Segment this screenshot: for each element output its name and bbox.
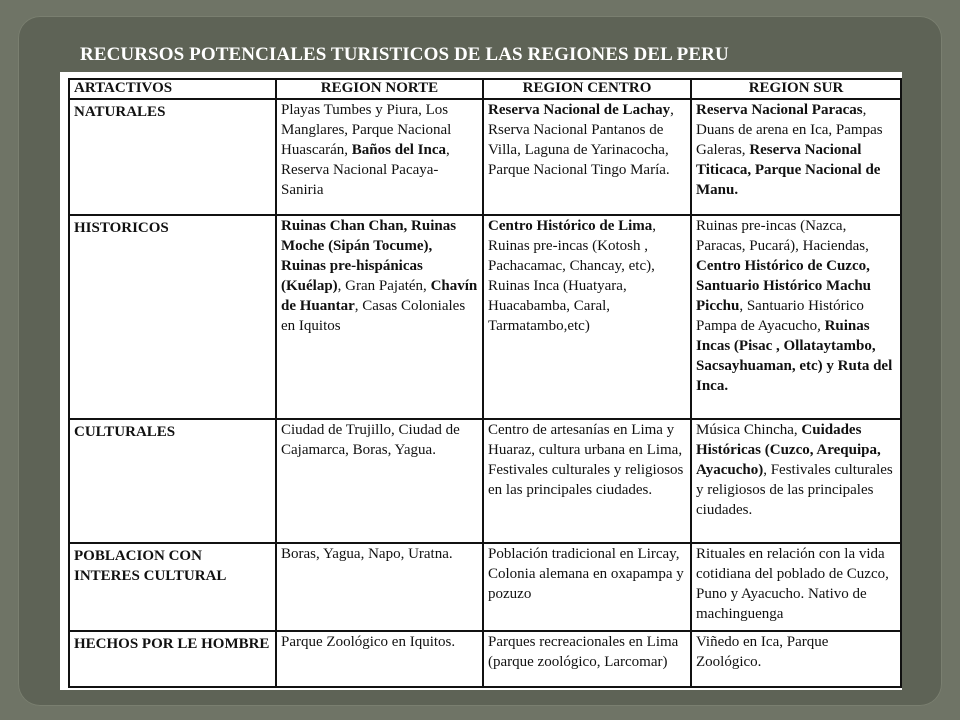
table-row (69, 543, 901, 631)
cell-text: Reserva Nacional de Lachay (488, 102, 671, 118)
cell-text: Ruinas Incas (Pisac , Ollataytambo, Sacsayhuaman, etc) y Ruta del Inca. (696, 318, 893, 394)
cell-text: Playas Tumbes y Piura, Los Manglares, Parque Nacional Huascarán, (281, 102, 452, 158)
cell-sur (691, 631, 901, 687)
cell-norte (276, 631, 483, 687)
cell-text: Ruinas Chan Chan, Ruinas Moche (Sipán Tocume), Ruinas pre-hispánicas (Kuélap) (281, 218, 457, 294)
cell-text: Reserva Nacional Paracas (696, 102, 863, 118)
cell-text: , Rserva Nacional Pantanos de Villa, Laguna de Yarinacocha, Parque Nacional Tingo María. (488, 102, 674, 178)
cell-text: Baños del Inca (351, 142, 446, 158)
cell-sur (691, 99, 901, 215)
cell-text: , Santuario Histórico Pampa de Ayacucho, (696, 298, 864, 334)
category-cell: HISTORICOS (69, 215, 276, 419)
cell-text: Centro de artesanías en Lima y Huaraz, cultura urbana en Lima, Festivales culturales y religiosos en las principales ciudades. (488, 422, 684, 498)
cell-centro (483, 99, 691, 215)
cell-text: Chavín de Huantar (281, 278, 478, 314)
page-title: RECURSOS POTENCIALES TURISTICOS DE LAS REGIONES DEL PERU (80, 44, 729, 65)
cell-centro (483, 631, 691, 687)
cell-text: , Ruinas pre-incas (Kotosh , Pachacamac, Chancay, etc), Ruinas Inca (Huatyara, Huacabamba, Caral, Tarmatambo,etc) (488, 218, 657, 334)
cell-centro (483, 419, 691, 543)
cell-text: Población tradicional en Lircay, Colonia alemana en oxapampa y pozuzo (488, 546, 684, 602)
cell-sur (691, 419, 901, 543)
header-region-centro: REGION CENTRO (483, 79, 691, 99)
cell-text: Centro Histórico de Lima (488, 218, 653, 234)
cell-text: Ciudad de Trujillo, Ciudad de Cajamarca, Boras, Yagua. (281, 422, 460, 458)
cell-norte (276, 215, 483, 419)
table-row (69, 419, 901, 543)
header-atractivos: ARTACTIVOS (69, 79, 276, 99)
category-cell: NATURALES (69, 99, 276, 215)
cell-text: Parque Zoológico en Iquitos. (281, 634, 456, 650)
category-cell: HECHOS POR LE HOMBRE (69, 631, 276, 687)
header-region-sur: REGION SUR (691, 79, 901, 99)
table-row (69, 99, 901, 215)
table-row (69, 215, 901, 419)
cell-norte (276, 99, 483, 215)
cell-text: Parques recreacionales en Lima (parque zoológico, Larcomar) (488, 634, 679, 670)
category-cell: CULTURALES (69, 419, 276, 543)
table-row (69, 631, 901, 687)
cell-centro (483, 543, 691, 631)
cell-sur (691, 543, 901, 631)
cell-text: Viñedo en Ica, Parque Zoológico. (696, 634, 829, 670)
cell-norte (276, 543, 483, 631)
cell-text: , Gran Pajatén, (337, 278, 431, 294)
category-cell: POBLACION CON INTERES CULTURAL (69, 543, 276, 631)
cell-text: Música Chincha, (696, 422, 802, 438)
cell-text: Rituales en relación con la vida cotidiana del poblado de Cuzco, Puno y Ayacucho. Nativo de machinguenga (696, 546, 889, 622)
cell-sur (691, 215, 901, 419)
cell-centro (483, 215, 691, 419)
table-image (60, 72, 902, 690)
cell-text: , Duans de arena en Ica, Pampas Galeras, (696, 102, 883, 158)
cell-text: Centro Histórico de Cuzco, Santuario Histórico Machu Picchu (696, 258, 871, 314)
cell-norte (276, 419, 483, 543)
cell-text: Boras, Yagua, Napo, Uratna. (281, 546, 453, 562)
header-row (69, 79, 901, 99)
cell-text: Reserva Nacional Titicaca, Parque Nacional de Manu. (696, 142, 881, 198)
cell-text: , Reserva Nacional Pacaya-Saniria (281, 142, 450, 198)
cell-text: , Casas Coloniales en Iquitos (281, 298, 466, 334)
header-region-norte: REGION NORTE (276, 79, 483, 99)
cell-text: Cuidades Históricas (Cuzco, Arequipa, Ayacucho) (696, 422, 881, 478)
cell-text: Ruinas pre-incas (Nazca, Paracas, Pucará), Haciendas, (696, 218, 869, 254)
cell-text: , Festivales culturales y religiosos de las principales ciudades. (696, 462, 893, 518)
tourism-table (68, 78, 902, 688)
